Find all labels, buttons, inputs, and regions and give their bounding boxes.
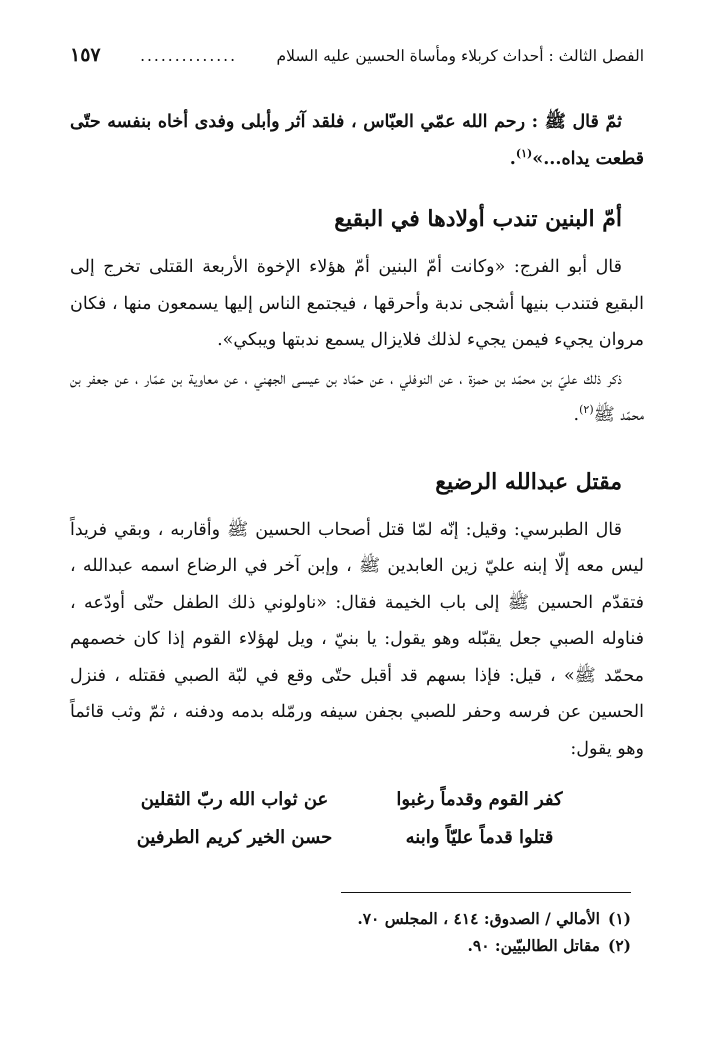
- footnote-ref-2: (٢): [579, 403, 594, 417]
- verse-first-hemistich: كفر القوم وقدماً رغبوا: [396, 789, 563, 810]
- verse-second-hemistich: حسن الخير كريم الطرفين: [136, 827, 333, 848]
- footnote-number: (١): [607, 909, 631, 928]
- leader-dots: ..............: [140, 47, 238, 65]
- paragraph-text: ثمّ قال ﷺ : رحم الله عمّي العبّاس ، فلقد آثر وأبلى وفدى أخاه بنفسه حتّى قطعت يداه...»: [70, 112, 644, 169]
- poem: [70, 781, 644, 857]
- verse-second-hemistich: عن ثواب الله ربّ الثقلين: [140, 789, 329, 810]
- running-head: [70, 44, 644, 66]
- paragraph-tabarsi: قال الطبرسي: وقيل: إنّه لمّا قتل أصحاب الحسين ﷺ وأقاربه ، وبقي فريداً ليس معه إلّا إبنه عليّ زين العابدين ﷺ ، وإبن آخر في الرضاع اسمه عبدالله ، فتقدّم الحسين ﷺ إلى باب الخيمة فقال: «ناولوني ذلك الطفل حتّى أودّعه ، فناوله الصبي جعل يقبّله وهو يقول: يا بنيّ ، ويل لهؤلاء القوم إذا كان خصمهم محمّد ﷺ» ، قيل: فإذا بسهم قد أقبل حتّى وقع في لبّة الصبي فقتله ، فنزل الحسين عن فرسه وحفر للصبي بجفن سيفه ورمّله بدمه ودفنه ، ثمّ وثب قائماً وهو يقول:: [70, 519, 644, 759]
- footnote: [70, 932, 631, 959]
- paragraph-quote-abbas: [70, 104, 644, 177]
- chapter-title: الفصل الثالث : أحداث كربلاء ومأساة الحسين عليه السلام: [276, 47, 644, 65]
- footnote-ref-1: (١): [515, 146, 533, 160]
- page-number: ١٥٧: [70, 44, 101, 66]
- paragraph-text: ذكر ذلك عليّ بن محمّد بن حمزة ، عن النوفلي ، عن حمّاد بن عيسى الجهني ، عن معاوية بن عمّار ، عن جعفر بن محمّد ﷺ: [70, 368, 644, 425]
- paragraph-abu-al-faraj: قال أبو الفرج: «وكانت أمّ البنين أمّ هؤلاء الإخوة الأربعة القتلى تخرج إلى البقيع فتندب بنيها أشجى ندبة وأحرقها ، فيجتمع الناس إليها يسمعون منها ، فكان مروان يجيء فيمن يجيء لذلك فلايزال يسمع ندبتها ويبكي».: [70, 257, 644, 350]
- footnote-number: (٢): [607, 936, 631, 955]
- verse-first-hemistich: قتلوا قدماً عليّاً وابنه: [405, 827, 554, 848]
- poem-verse: [70, 781, 644, 819]
- poem-verse: [70, 819, 644, 857]
- footnote: [70, 905, 631, 932]
- section-heading-abdullah: مقتل عبدالله الرضيع: [435, 468, 622, 495]
- punctuation: .: [509, 148, 516, 169]
- section-heading-umm-al-banin: أمّ البنين تندب أولادها في البقيع: [334, 206, 622, 232]
- paragraph-isnad: [70, 361, 644, 434]
- footnote-divider: [341, 892, 631, 893]
- punctuation: .: [573, 405, 580, 425]
- footnote-text: الأمالي / الصدوق: ٤١٤ ، المجلس ٧٠.: [357, 909, 600, 928]
- footnote-text: مقاتل الطالبيّين: ٩٠.: [467, 936, 600, 955]
- page-body: [70, 104, 644, 857]
- footnotes: [70, 905, 631, 959]
